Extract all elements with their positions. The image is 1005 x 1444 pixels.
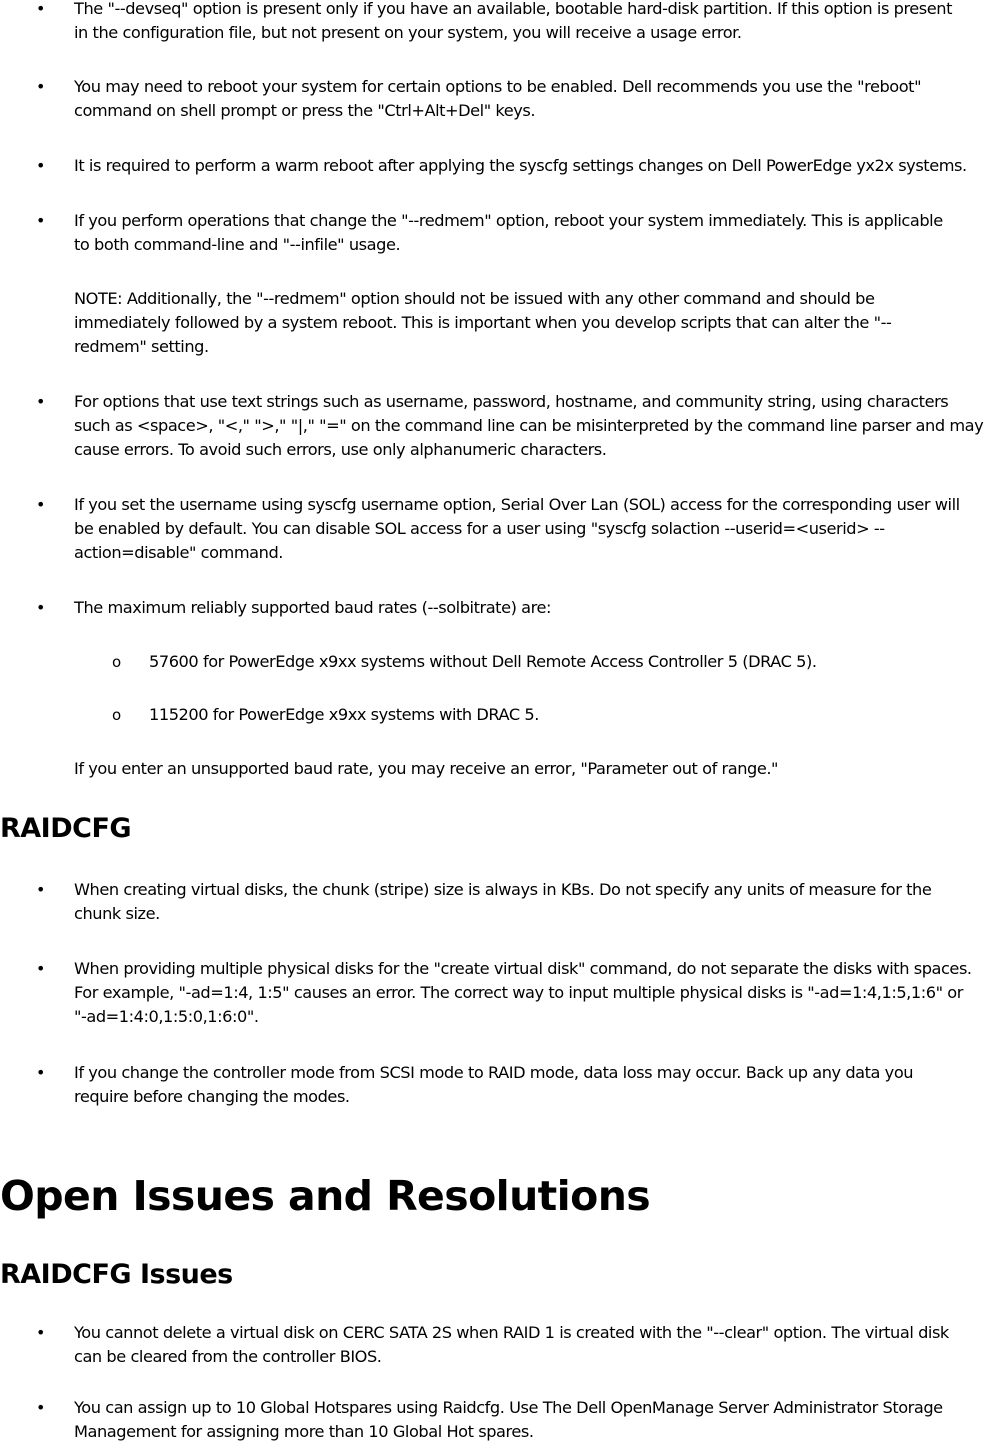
bullet-icon: • [36, 392, 46, 411]
bullet-icon: • [36, 77, 46, 96]
list-item-text: If you change the controller mode from SCSI mode to RAID mode, data loss may occur. Back up any data you require before changing the modes. [74, 1063, 914, 1106]
bullet-icon: • [36, 211, 46, 230]
list-item-text: If you set the username using syscfg username option, Serial Over Lan (SOL) access for the corresponding user will be enabled by default. You can disable SOL access for a user using "syscfg solaction --userid=<userid> -- action=disable" command. [74, 495, 960, 562]
bullet-icon: • [36, 495, 46, 514]
sub-list-item-text: 57600 for PowerEdge x9xx systems without Dell Remote Access Controller 5 (DRAC 5). [149, 652, 817, 671]
raidcfg-heading: RAIDCFG [0, 813, 132, 844]
list-item-text: The maximum reliably supported baud rates (--solbitrate) are: [74, 598, 551, 617]
list-item-text: The "--devseq" option is present only if you have an available, bootable hard-disk partition. If this option is present in the configuration file, but not present on your system, you will receive a usage error. [74, 0, 953, 42]
bullet-icon: • [36, 1398, 46, 1417]
bullet-icon: • [36, 156, 46, 175]
note-paragraph: NOTE: Additionally, the "--redmem" option should not be issued with any other command and should be immediately followed by a system reboot. This is important when you develop scripts that can alter the "-- redmem" setting. [74, 289, 892, 356]
bullet-icon: • [36, 0, 46, 18]
list-item-text: When providing multiple physical disks for the "create virtual disk" command, do not separate the disks with spaces. For example, "-ad=1:4, 1:5" causes an error. The correct way to input multiple physical disks is "-ad=1:4,1:5,1:6" or "-ad=1:4:0,1:5:0,1:6:0". [74, 959, 972, 1026]
open-issues-heading: Open Issues and Resolutions [0, 1172, 651, 1220]
bullet-icon: • [36, 1323, 46, 1342]
list-item-text: It is required to perform a warm reboot after applying the syscfg settings changes on Dell PowerEdge yx2x systems. [74, 156, 967, 175]
list-item-text: When creating virtual disks, the chunk (stripe) size is always in KBs. Do not specify any units of measure for the chunk size. [74, 880, 932, 923]
list-item-text: For options that use text strings such as username, password, hostname, and community string, using characters such as <space>, "<," ">," "|," "=" on the command line can be misinterpreted by the command line parser and may cause errors. To avoid such errors, use only alphanumeric characters. [74, 392, 984, 459]
sub-bullet-icon: o [112, 653, 122, 671]
bullet-icon: • [36, 598, 46, 617]
baud-note-paragraph: If you enter an unsupported baud rate, you may receive an error, "Parameter out of range." [74, 759, 779, 778]
list-item-text: If you perform operations that change the "--redmem" option, reboot your system immediately. This is applicable to both command-line and "--infile" usage. [74, 211, 943, 254]
list-item-text: You cannot delete a virtual disk on CERC SATA 2S when RAID 1 is created with the "--clear" option. The virtual disk can be cleared from the controller BIOS. [74, 1323, 949, 1366]
bullet-icon: • [36, 880, 46, 899]
bullet-icon: • [36, 959, 46, 978]
raidcfg-issues-heading: RAIDCFG Issues [0, 1259, 233, 1290]
list-item-text: You can assign up to 10 Global Hotspares using Raidcfg. Use The Dell OpenManage Server Administrator Storage Management for assigning more than 10 Global Hot spares. [74, 1398, 943, 1441]
bullet-icon: • [36, 1063, 46, 1082]
sub-list-item-text: 115200 for PowerEdge x9xx systems with DRAC 5. [149, 705, 539, 724]
list-item-text: You may need to reboot your system for certain options to be enabled. Dell recommends you use the "reboot" command on shell prompt or press the "Ctrl+Alt+Del" keys. [74, 77, 922, 120]
sub-bullet-icon: o [112, 706, 122, 724]
